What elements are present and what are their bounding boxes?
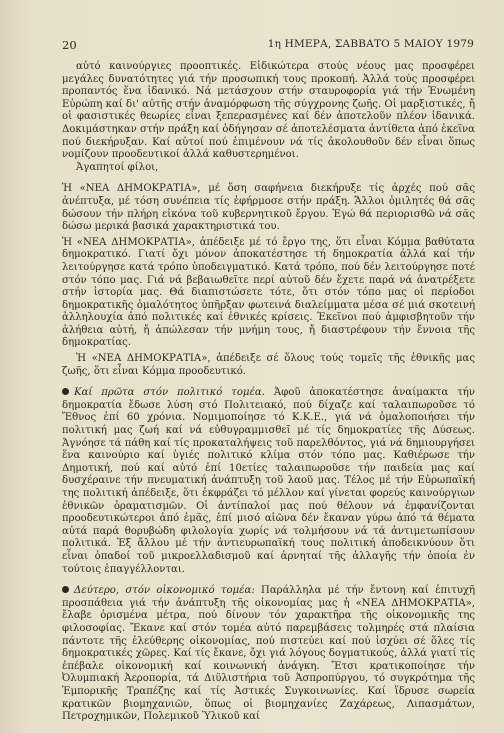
paragraph-intro: αὐτό καινούργιες προοπτικές. Εἰδικώτερα στούς νέους μας προσφέρει μεγάλες δυνατότητες γιά τήν προσωπική τους προκοπή. Ἀλλά τούς προσφέρει προπαντός ἕνα ἰδανικό. Νά μετάσχουν στήν σταυροφορία γιά τήν Ἑνωμένη Εὐρώπη καί δι' αὐτῆς στήν ἀναμόρφωση τῆς σύγχρονης ζωῆς. Οἱ μαρξιστικές, ἤ οἱ φασιστικές θεωρίες εἶναι ξεπερασμένες καί δέν ἀποτελοῦν πλέον ἰδανικά. Δοκιμάστηκαν στήν πράξη καί ὁδήγησαν σέ ἀποτελέσματα ἀντίθετα ἀπό ἐκεῖνα πού διεκήρυξαν. Καί αὐτοί πού ἐπιμένουν νά τίς ἀκολουθοῦν δέν εἶναι ὅπως νομίζουν προοδευτικοί ἀλλά καθυστερημένοι. <box>62 61 475 161</box>
paragraph-nd-principles: Ἡ «ΝΕΑ ΔΗΜΟΚΡΑΤΙΑ», μέ ὅση σαφήνεια διεκήρυξε τίς ἀρχές πού σᾶς ἀνέπτυξα, μέ τόση συνέπεια τίς ἐφήρμοσε στήν πράξη. Ἄλλοι ὁμιλητές θά σᾶς δώσουν τήν πλήρη εἰκόνα τοῦ κυβερνητικοῦ ἔργου. Ἐγώ θά περιορισθῶ νά σᾶς δώσω μερικά βασικά χαρακτηριστικά του. <box>62 183 475 233</box>
economic-sector-text: Παράλληλα μέ τήν ἔντονη καί ἐπιτυχῆ προσπάθεια γιά τήν ἀνάπτυξη τῆς οἰκονομίας μας ἡ «ΝΕΑ ΔΗΜΟΚΡΑΤΙΑ», ἔλαβε ὁρισμένα μέτρα, πού δίνουν τόν χαρακτῆρα τῆς οἰκονομικῆς της φιλοσοφίας. Ἔκανε καί στόν τομέα αὐτό παρεμβάσεις τολμηρές στά πλαίσια πάντοτε τῆς ἐλεύθερης οἰκονομίας, πού πιστεύει καί πού ἰσχύει σέ ὅλες τίς δημοκρατικές χῶρες. Καί τίς ἔκανε, ὄχι γιά λόγους δογματικούς, ἀλλά γιατί τίς ἐπέβαλε οἰκονομική καί κοινωνική ἀνάγκη. Ἔτσι κρατικοποίησε τήν Ὀλυμπιακή Ἀεροπορία, τά Διϋλιστήρια τοῦ Ἀσπροπύργου, τό συγκρότημα τῆς Ἐμπορικῆς Τραπέζης καί τίς Ἀστικές Συγκοινωνίες. Καί ἵδρυσε σωρεία κρατικῶν βιομηχανιῶν, ὅπως οἱ βιομηχανίες Ζαχάρεως, Λιπασμάτων, Πετροχημικῶν, Πολεμικοῦ Ὑλικοῦ καί <box>62 585 475 723</box>
page-number: 20 <box>62 38 77 52</box>
bullet-icon <box>62 586 69 593</box>
section-lead-political: Καί πρῶτα στόν πολιτικό τομέα. <box>74 387 265 399</box>
page-header <box>62 38 474 54</box>
running-header-title: 1η ΗΜΕΡΑ, ΣΑΒΒΑΤΟ 5 ΜΑΙΟΥ 1979 <box>267 38 474 50</box>
salutation: Ἀγαπητοί φίλοι, <box>76 161 159 173</box>
paragraph-economic-sector <box>62 585 475 724</box>
political-sector-text: Ἀφοῦ ἀποκατέστησε ἀναίμακτα τήν δημοκρατία ἔδωσε λύση στό Πολιτειακό, πού δίχαζε καί ταλαιπωροῦσε τό Ἔθνος ἐπί 60 χρόνια. Νομιμοποίησε τό Κ.Κ.Ε., γιά νά ὁμαλοποιήσει τήν πολιτική μας ζωή καί νά εὐθυγραμμισθεῖ μέ τίς δημοκρατίες τῆς Δύσεως. Ἀγνόησε τά πάθη καί τίς προκαταλήψεις τοῦ παρελθόντος, γιά νά δημιουργήσει ἕνα καινούριο καί ὑγιές πολιτικό κλίμα στόν τόπο μας. Καθιέρωσε τήν Δημοτική, πού καί αὐτό ἐπί 10ετίες ταλαιπωροῦσε τήν παιδεία μας καί δυσχέραινε τήν πνευματική ἀνάπτυξη τοῦ λαοῦ μας. Τέλος μέ τήν Εὐρωπαϊκή της πολιτική ἀπέδειξε, ὅτι ἐκφράζει τό μέλλον καί γίνεται φορεύς καινούργιων ἐθνικῶν ὁραματισμῶν. Οἱ ἀντίπαλοί μας πού θέλουν νά ἐμφανίζονται προοδευτικώτεροι ἀπό ἐμᾶς, ἐπί μισό αἰῶνα δέν ἔκαναν γύρω ἀπό τά θέματα αὐτά παρά θορυβώδη φιλολογία χωρίς νά τολμήσουν νά τά ἀντιμετωπίσουν πολιτικά. Ἐξ ἄλλου μέ τήν ἀντιευρωπαϊκή τους πολιτική ἀποδεικνύουν ὅτι εἶναι ὀπαδοί τοῦ μικροελλαδισμοῦ καί ἀρνηταί τῆς ἀλλαγῆς τήν ὁποία ἐν τούτοις ἐπαγγέλλονται. <box>62 387 475 575</box>
section-lead-economic: Δεύτερο, στόν οἰκονομικό τομέα: <box>74 585 255 597</box>
paragraph-nd-democratic: Ἡ «ΝΕΑ ΔΗΜΟΚΡΑΤΙΑ», ἀπέδειξε μέ τό ἔργο της, ὅτι εἶναι Κόμμα βαθύτατα δημοκρατικό. Γιατί ὄχι μόνον ἀποκατέστησε τή δημοκρατία ἀλλά καί τήν λειτούργησε κατά τρόπο ὑποδειγματικό. Κατά τρόπο, πού δέν λειτούργησε ποτέ στόν τόπο μας. Γιά νά βεβαιωθεῖτε περί αὐτοῦ δέν ἔχετε παρά νά ἀνατρέξετε στήν ἱστορία μας. Θά διαπιστώσετε τότε, ὅτι στόν τόπο μας οἱ περίοδοι δημοκρατικῆς ὁμαλότητος ὑπῆρξαν φωτεινά διαλείμματα μέσα σέ μιά σκοτεινή ἀλληλουχία ἀπό πολιτικές καί ἐθνικές κρίσεις. Ἐκεῖνοι πού ἀμφισβητοῦν τήν ἀλήθεια αὐτή, ἤ ἀπώλεσαν τήν μνήμη τους, ἤ διαστρέφουν τήν ἔννοια τῆς δημοκρατίας. <box>62 236 475 349</box>
paragraph-political-sector <box>62 387 475 576</box>
bullet-icon <box>62 388 69 395</box>
article-body <box>62 61 475 724</box>
paragraph-nd-progressive: Ἡ «ΝΕΑ ΔΗΜΟΚΡΑΤΙΑ», ἀπέδειξε σέ ὅλους τούς τομεῖς τῆς ἐθνικῆς μας ζωῆς, ὅτι εἶναι Κόμμα προοδευτικό. <box>62 353 475 377</box>
